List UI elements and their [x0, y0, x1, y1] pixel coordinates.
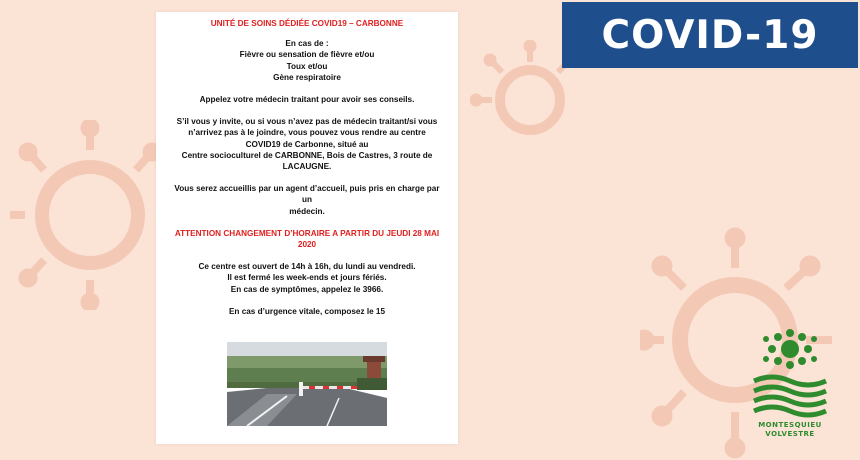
symptoms-line: En cas de :: [285, 39, 329, 49]
covid-banner: [562, 2, 858, 68]
notice-document: [156, 12, 458, 444]
notice-title: UNITÉ DE SOINS DÉDIÉE COVID19 – CARBONNE: [210, 19, 404, 28]
referral-line: Centre socioculturel de CARBONNE, Bois de Castres, 3 route de: [181, 150, 433, 160]
banner-title: COVID-19: [601, 12, 819, 58]
hours-line: Ce centre est ouvert de 14h à 16h, du lundi au vendredi.: [198, 262, 416, 272]
symptoms-line: Toux et/ou: [286, 61, 328, 71]
welcome-line: Vous serez accueillis par un agent d’accueil, puis pris en charge par un: [174, 184, 440, 205]
montesquieu-volvestre-logo: [752, 325, 828, 441]
hours-line: Il est fermé les week-ends et jours fériés.: [227, 273, 387, 283]
referral-line: LACAUGNE.: [282, 162, 332, 172]
virus-illustration-left: [10, 120, 160, 310]
referral-line: n’arrivez pas à le joindre, vous pouvez vous rendre au centre: [188, 128, 426, 138]
referral-line: S’il vous y invite, ou si vous n’avez pas de médecin traitant/si vous: [176, 117, 438, 127]
referral-line: COVID19 de Carbonne, situé au: [245, 139, 369, 149]
warning-line: 2020: [297, 240, 317, 250]
symptoms-line: Gène respiratoire: [273, 72, 341, 82]
logo-emblem: [752, 325, 828, 421]
emergency-text: En cas d’urgence vitale, composez le 15: [228, 306, 386, 316]
welcome-line: médecin.: [289, 206, 325, 216]
centre-entrance-photo: [227, 342, 387, 426]
warning-line: ATTENTION CHANGEMENT D’HORAIRE A PARTIR DU JEUDI 28 MAI: [174, 228, 440, 238]
hours-line: En cas de symptômes, appelez le 3966.: [230, 284, 384, 294]
logo-text-line2: VOLVESTRE: [765, 430, 815, 438]
symptoms-line: Fièvre ou sensation de fièvre et/ou: [239, 50, 375, 60]
logo-text-line1: MONTESQUIEU: [758, 421, 822, 429]
advice-text: Appelez votre médecin traitant pour avoir ses conseils.: [199, 95, 415, 105]
